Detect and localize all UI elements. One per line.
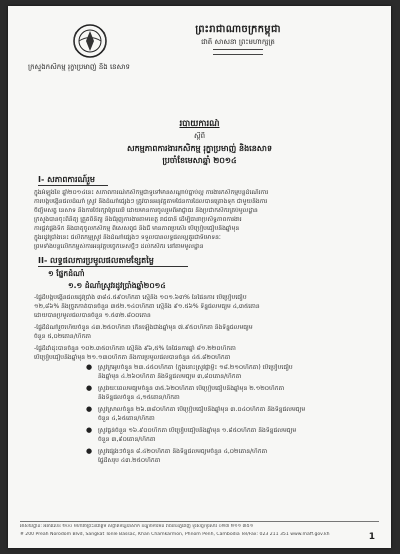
- section-2-line: បើប្រៀបធៀបនឹងឆ្នាំមុន ២១.១៣០ហិកតា និងការប្រមូលផលបានចំនួន ៤៥.៨២០ហិកតា: [34, 354, 231, 361]
- bullet-icon: ●: [86, 363, 93, 371]
- section-2-line: -ផ្ទៃដីដំណាំរួចហើយចំនួន ៤៣.២៥០ហិកតា កើនឡើងជាងឆ្នាំមុន ៧.៩៥០ហិកតា និងទិន្នផលមធ្យម: [34, 324, 253, 331]
- section-2-underline: [38, 266, 188, 267]
- section-1-line: ការផ្គត់ផ្គង់ទឹក និងធាតុចូលកសិកម្ម ពិសេសពូជ និងជី មានភាពប្រសើរ បើប្រៀបធៀបនឹងឆ្នាំមុន: [34, 225, 240, 232]
- section-2-title: II- លទ្ធផលការប្រមូលផលតាមខ្សែតម្លៃ: [38, 256, 154, 265]
- section-1-line: ក្រសួងបានចុះពិនិត្យ ត្រួតពិនិត្យ និងជំរុញការងារតាមខេត្ត រាជធានី ដើម្បីធានាប្រសិទ្ធភាពការងារ: [34, 216, 242, 223]
- bullet-line: ស្រូវផ្សេងៗចំនួន ៨.៤២០ហិកតា និងទិន្នផលមធ្យមចំនួន ៤,០២តោន/ហិកតា: [98, 448, 268, 455]
- report-subject: សកម្មភាពការងារកសិកម្ម រុក្ខាប្រមាញ់ និងនេសាទ: [126, 144, 273, 153]
- bullet-line: ចំនួន ៣,៩០តោន/ហិកតា: [98, 436, 156, 443]
- document-page: [8, 6, 391, 548]
- ministry-name: ក្រសួងកសិកម្ម រុក្ខាប្រមាញ់ និង នេសាទ: [28, 63, 130, 71]
- section-1-line: ព្រមទាំងបន្តលើកកម្ពស់ការអនុវត្តបច្ចេកទេសថ្មីៗ ដល់កសិករ នៅតាមមូលដ្ឋាន: [34, 243, 204, 250]
- report-kind: របាយការណ៍: [179, 119, 220, 129]
- section-1-line: ការបង្កបង្កើនផលដំណាំ ស្រូវ និងដំណាំផ្សេងៗ ត្រូវបានអនុវត្តតាមផែនការដែលបានគ្រោងទុក ជាមួយនឹងការ: [34, 198, 268, 205]
- section-2-line: -ផ្ទៃដីដាំដុះបានចំនួន ១០២.៣៥០ហិកតា ស្មើនឹង ៩៦,៥% នៃផែនការឆ្នាំ ៨១.២២០ហិកតា: [34, 345, 236, 352]
- bullet-line: នឹងឆ្នាំមុន ៤.២៦០ហិកតា និងទិន្នផលមធ្យម ៣,៨០តោន/ហិកតា: [98, 373, 242, 380]
- section-1-title: I- សភាពការណ៍រួម: [38, 175, 95, 184]
- page-number: 1: [368, 532, 375, 542]
- bullet-line: ផ្ទៃដីសរុប ៤៣.២៥០ហិកតា: [98, 457, 161, 464]
- bullet-icon: ●: [86, 447, 93, 455]
- section-2-line: ចំនួន ៥,០២តោន/ហិកតា: [34, 333, 91, 340]
- section-1-line: ចិញ្ចឹមសត្វ នេសាទ និងការថែរក្សាព្រៃឈើ ដោយមានការចូលរួមពីអាជ្ញាធរ និងប្រជាកសិករគ្រប់មូលដ្ឋាន: [34, 207, 258, 214]
- ministry-emblem-icon: [68, 22, 112, 60]
- footer-divider: [20, 521, 379, 522]
- motto-ornament: [213, 49, 263, 55]
- report-about: ស្តីពី: [193, 132, 206, 140]
- bullet-line: ស្រូវក្រអូបចំនួន ២៣.៤៥០ហិកតា (ក្នុងនោះស្រូវផ្កាម្លិះ ១៨.២១០ហិកតា) បើប្រៀបធៀប: [98, 364, 293, 371]
- section-1-line: ក្នុងអំឡុងខែ ឆ្នាំ២០១៤នេះ សភាពការណ៍កសិកម្មជាទូទៅមានសណ្តាប់ធ្នាប់ល្អ ការងារកសិកម្មបន្តដំណើរការ: [34, 189, 269, 196]
- national-motto: ជាតិ សាសនា ព្រះមហាក្សត្រ: [201, 38, 275, 46]
- bullet-line: ចំនួន ៤,៦៥តោន/ហិកតា: [98, 415, 155, 422]
- bullet-line: ស្រូវរយៈពេលមធ្យមចំនួន ៣៥.៦២០ហិកតា បើប្រៀបធៀបនឹងឆ្នាំមុន ២.១២០ហិកតា: [98, 385, 285, 392]
- footer-address-kh: អាសយដ្ឋាន: អគារលេខ ២០០ មហាវិថីព្រះនរោត្តម សង្កាត់ទន្លេបាសាក់ ខណ្ឌចំការមន រាជធានីភ្នំពេញ ទូរស័ព្ទ/ទូរសារ ០២៣ ២១១ ៣៥១: [20, 524, 254, 529]
- section-2-line: ១២,៨៦% និងច្រូតកាត់បានចំនួន ៣៥២.១៤០ហិកតា ស្មើនឹង ៩១.៥៦% ទិន្នផលមធ្យម ៤,៣៥តោន: [34, 303, 260, 310]
- bullet-line: ស្រូវស្រាលចំនួន ២៦.៣៨០ហិកតា បើប្រៀបធៀបនឹងឆ្នាំមុន ៣.០៤០ហិកតា និងទិន្នផលមធ្យម: [98, 406, 306, 413]
- kingdom-title: ព្រះរាជាណាចក្រកម្ពុជា: [195, 24, 281, 35]
- section-1-underline: [38, 185, 108, 186]
- footer-address-en: # 200 Preah Norodom Blvd, Sangkat Tonle Bassac, Khan Chamkarmon, Phnom Penh, Cambodia Tel/Fax: 023 211 351 www.maff.gov.kh: [20, 532, 330, 537]
- report-period: ប្រចាំខែមេសាឆ្នាំ ២០១៤: [162, 156, 237, 165]
- subsection-title: ១ ផ្នែកដំណាំ: [48, 269, 85, 278]
- item-title: ១.១ ដំណាំស្រូវរដូវប្រាំងឆ្នាំ២០១៤: [68, 281, 166, 290]
- section-2-line: ដោយបានប្រមូលផលបានចំនួន ១.៥៣២.៨០០តោន: [34, 312, 151, 319]
- bullet-line: ស្រូវធ្ងន់ចំនួន ១៦.៩០០ហិកតា បើប្រៀបធៀបនឹងឆ្នាំមុន ១.៨៥០ហិកតា និងទិន្នផលមធ្យម: [98, 427, 297, 434]
- bullet-icon: ●: [86, 384, 93, 392]
- bullet-icon: ●: [86, 426, 93, 434]
- section-2-line: -ផ្ទៃដីបង្កបង្កើនផលរដូវប្រាំង ៣៨៤.៥៩០ហិកតា ស្មើនឹង ១០១.៦៣% នៃផែនការ បើប្រៀបធៀប: [34, 294, 247, 301]
- bullet-line: និងទិន្នផលចំនួន ៤,១៥តោន/ហិកតា: [98, 394, 180, 401]
- bullet-icon: ●: [86, 405, 93, 413]
- section-1-line: ក្នុងរដូវប្រាំងនេះ ផលិតកម្មស្រូវ និងដំណាំផ្សេងៗ ទទួលបានលទ្ធផលល្អគួរជាទីមោទនៈ: [34, 234, 221, 241]
